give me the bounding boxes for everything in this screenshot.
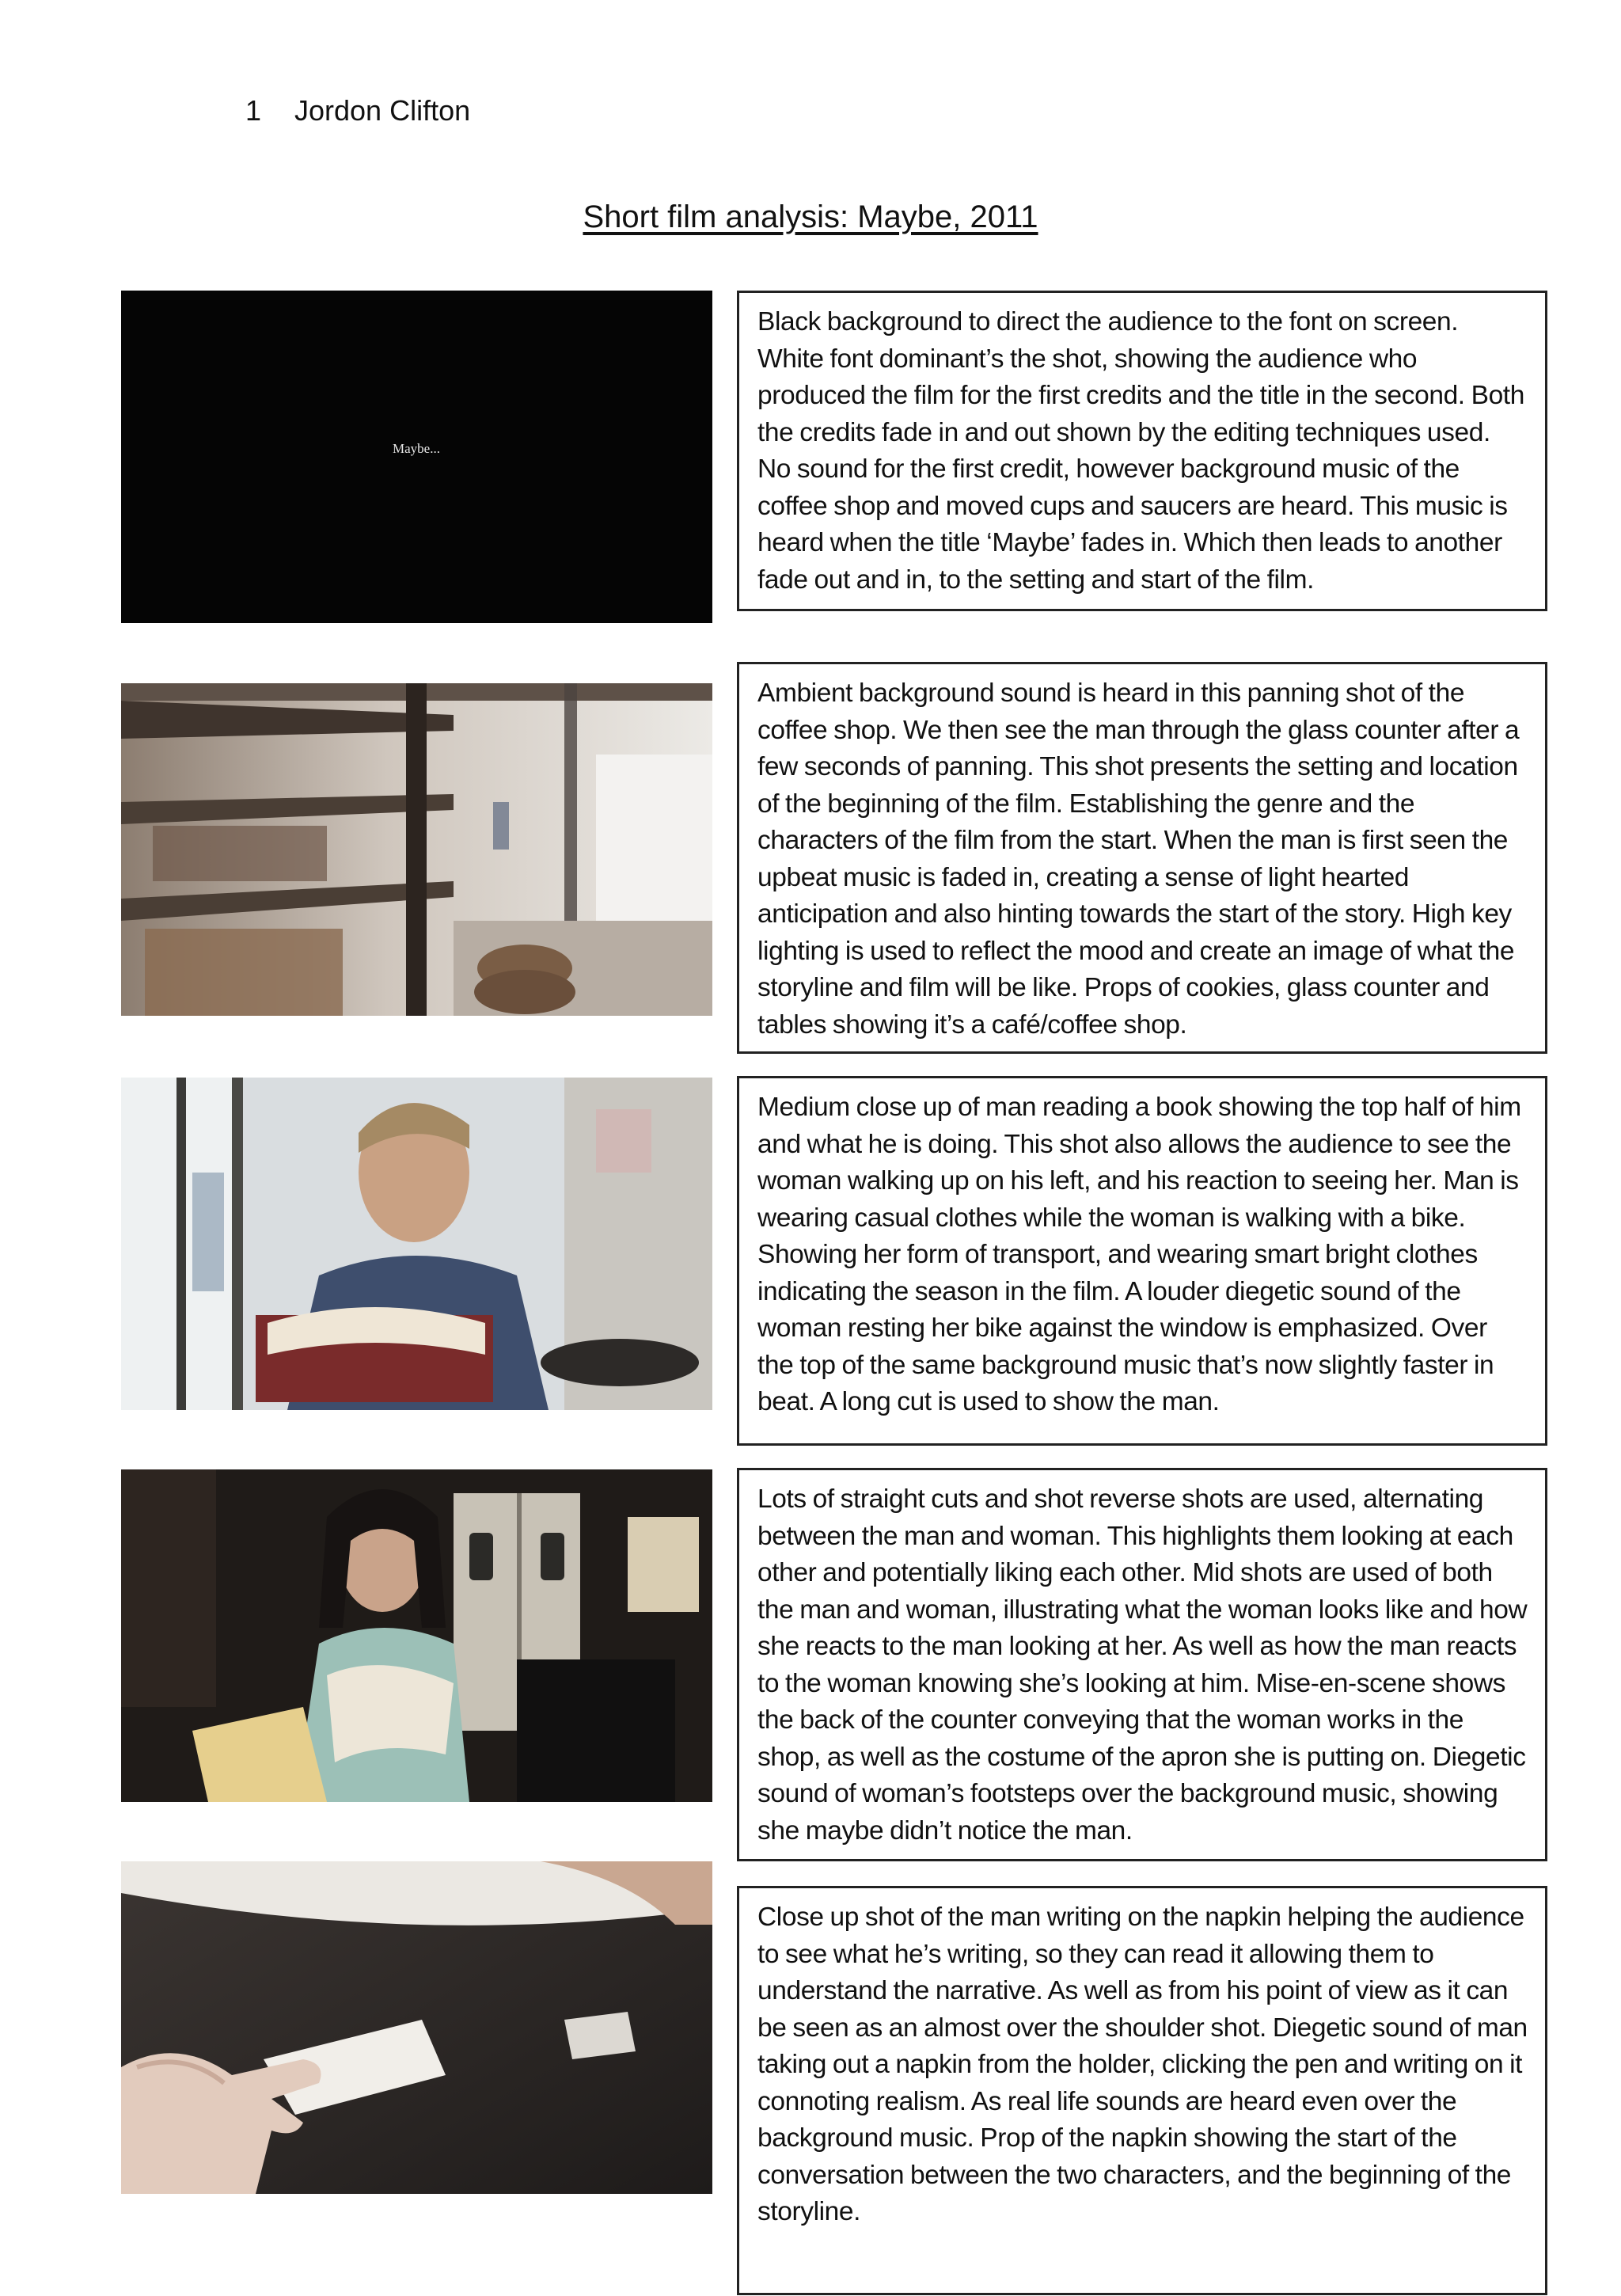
analysis-text-5: Close up shot of the man writing on the napkin helping the audience to see what he’s writing, so they can read it allowing them to understand the narrative. As well as from his point of view as it can be seen as an almost over the shoulder shot. Diegetic sound of man taking out a napkin from the holder, clicking the pen and writing on it connoting realism. As real life sounds are heard even over the background music. Prop of the napkin showing the start of the conversation between the two characters, and the beginning of the storyline.	[757, 1903, 1528, 2226]
analysis-text-2: Ambient background sound is heard in this panning shot of the coffee shop. We then see the man through the glass counter after a few seconds of panning. This shot presents the setting and location of the beginning of the film. Establishing the genre and the characters of the film from the start. When the man is first seen the upbeat music is faded in, creating a sense of light hearted anticipation and also hinting towards the start of the story. High key lighting is used to reflect the mood and create an image of what the storyline and film will be like. Props of cookies, glass counter and tables showing it’s a café/coffee shop.	[757, 679, 1520, 1040]
analysis-text-3: Medium close up of man reading a book showing the top half of him and what he is doing. This shot also allows the audience to see the woman walking up on his left, and his reaction to seeing her. Man is wearing casual clothes while the woman is walking with a bike. Showing her form of transport, and wearing smart bright clothes indicating the season in the film. A louder diegetic sound of the woman resting her bike against the window is emphasized. Over the top of the same background music that’s now slightly faster in beat. A long cut is used to show the man.	[757, 1093, 1521, 1416]
film-still-napkin-closeup	[121, 1861, 712, 2194]
analysis-box-3	[737, 1076, 1547, 1446]
analysis-box-5	[737, 1886, 1547, 2295]
analysis-text-1: Black background to direct the audience to the font on screen. White font dominant’s the shot, showing the audience who produced the film for the first credits and the title in the second. Both the credits fade in and out shown by the editing techniques used. No sound for the first credit, however background music of the coffee shop and moved cups and saucers are heard. This music is heard when the title ‘Maybe’ fades in. Which then leads to another fade out and in, to the setting and start of the film.	[757, 307, 1524, 595]
author-name: Jordon Clifton	[294, 94, 471, 127]
film-still-woman-counter	[121, 1469, 712, 1802]
analysis-box-2	[737, 662, 1547, 1054]
film-still-man-reading	[121, 1078, 712, 1410]
film-still-title-card	[121, 291, 712, 623]
analysis-box-4	[737, 1468, 1547, 1861]
page-title: Short film analysis: Maybe, 2011	[583, 200, 1038, 234]
film-still-coffee-shop	[121, 683, 712, 1016]
title-card-text: Maybe...	[393, 441, 440, 456]
page-number: 1	[245, 94, 262, 127]
analysis-box-1	[737, 291, 1547, 611]
page-header	[245, 93, 470, 128]
analysis-text-4: Lots of straight cuts and shot reverse shots are used, alternating between the man and woman. This highlights them looking at each other and potentially liking each other. Mid shots are used of both the man and woman, illustrating what the woman looks like and how she reacts to the man looking at her. As well as how the man reacts to the woman knowing she’s looking at him. Mise-en-scene shows the back of the counter conveying that the woman works in the shop, as well as the costume of the apron she is putting on. Diegetic sound of woman’s footsteps over the background music, showing she maybe didn’t notice the man.	[757, 1484, 1528, 1846]
